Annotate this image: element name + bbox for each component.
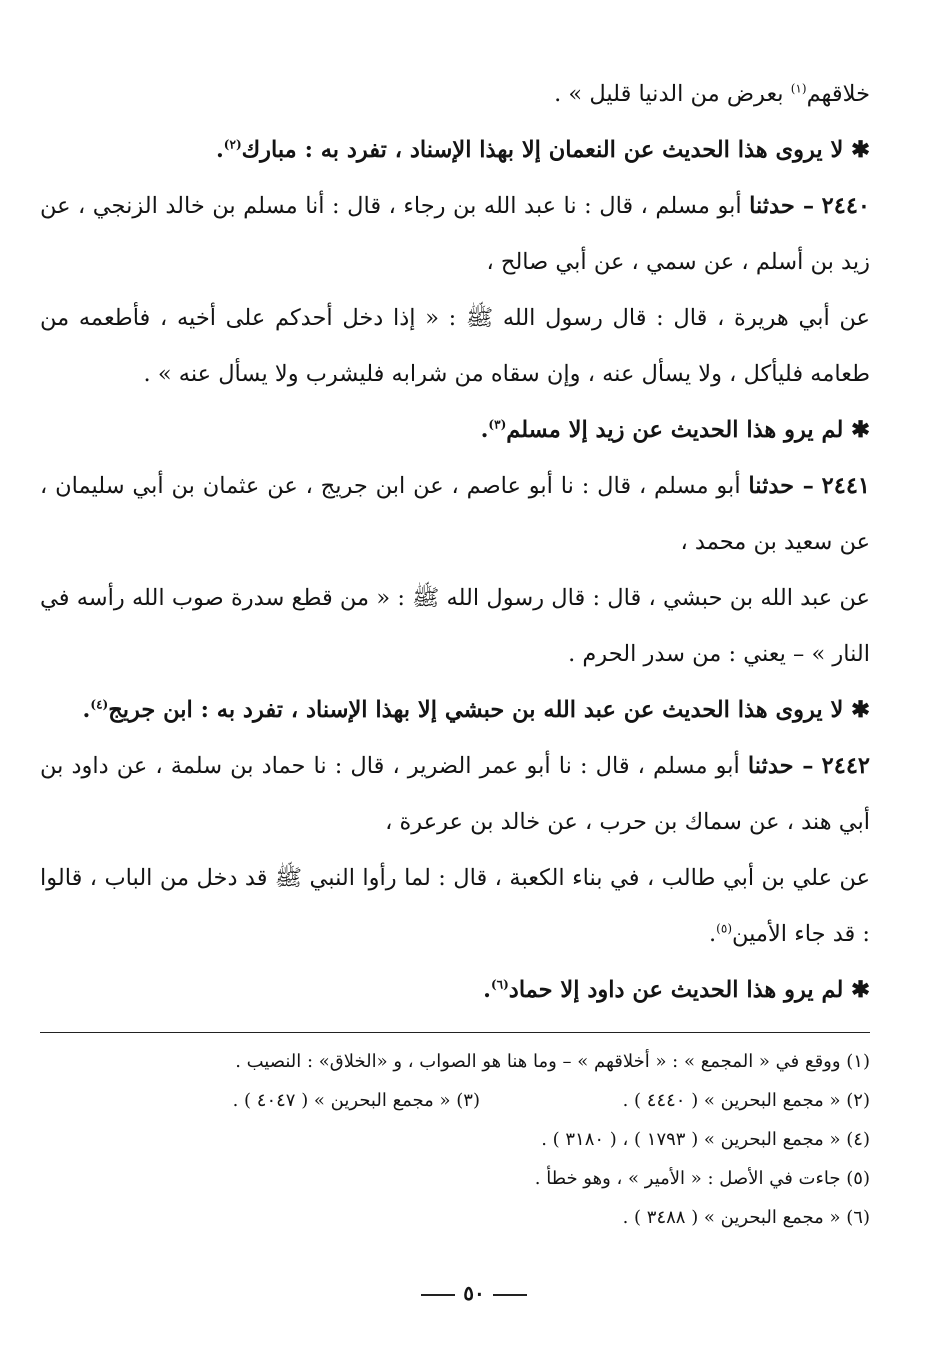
page-number-value: ٥٠ bbox=[463, 1281, 485, 1305]
footnote-row-2-3 bbox=[40, 1081, 870, 1120]
hadith-2441-matn bbox=[40, 570, 870, 682]
footnote-ref-4[interactable]: (٤) bbox=[90, 697, 109, 712]
hadith-2441-isnad bbox=[40, 458, 870, 570]
footnote-2: (٢) « مجمع البحرين » ( ٤٤٤٠ ) . bbox=[622, 1090, 870, 1111]
footnotes bbox=[40, 1042, 870, 1237]
remark-text: ✱ لم يرو هذا الحديث عن زيد إلا مسلم bbox=[506, 417, 870, 443]
hadith-lead: – حدثنا bbox=[749, 193, 815, 219]
continuation-line bbox=[40, 66, 870, 122]
isnad-text: أبو مسلم ، قال : نا أبو عاصم ، عن ابن جريج ، عن عثمان بن أبي سليمان ، عن سعيد بن محمد ، bbox=[40, 473, 870, 555]
page-number bbox=[0, 1281, 948, 1305]
footnote-ref-5[interactable]: (٥) bbox=[716, 921, 732, 936]
footnote-5: (٥) جاءت في الأصل : « الأمير » ، وهو خطأ . bbox=[534, 1168, 870, 1189]
remark-2442: ✱ لم يرو هذا الحديث عن داود إلا حماد$^{(٦)}$. bbox=[483, 977, 870, 1003]
matn-text: عن أبي هريرة ، قال : قال رسول الله ﷺ : « إذا دخل أحدكم على أخيه ، فأطعمه من طعامه فليأكل ، ولا يسأل عنه ، وإن سقاه من شرابه فليشرب ولا يسأل عنه » . bbox=[40, 305, 870, 387]
remark-2441: ✱ لا يروى هذا الحديث عن عبد الله بن حبشي إلا بهذا الإسناد ، تفرد به : ابن جريج$^{(٤)}$. bbox=[82, 697, 870, 723]
footnote-4: (٤) « مجمع البحرين » ( ١٧٩٣ ) ، ( ٣١٨٠ ) . bbox=[541, 1129, 870, 1150]
page-number-dash-right bbox=[421, 1294, 455, 1296]
footnote-ref-1[interactable]: (١) bbox=[790, 81, 807, 96]
continuation-text: خلاقهم bbox=[806, 81, 870, 107]
remark-text: ✱ لا يروى هذا الحديث عن النعمان إلا بهذا الإسناد ، تفرد به : مبارك bbox=[241, 137, 870, 163]
isnad-text: أبو مسلم ، قال : نا عبد الله بن رجاء ، قال : أنا مسلم بن خالد الزنجي ، عن زيد بن أسلم ، عن سمي ، عن أبي صالح ، bbox=[40, 193, 870, 275]
remark-text: ✱ لم يرو هذا الحديث عن داود إلا حماد bbox=[508, 977, 870, 1003]
hadith-number: ٢٤٤٢ bbox=[821, 753, 870, 779]
isnad-text: أبو مسلم ، قال : نا أبو عمر الضرير ، قال : نا حماد بن سلمة ، عن داود بن أبي هند ، عن سماك بن حرب ، عن خالد بن عرعرة ، bbox=[40, 753, 870, 835]
page-body bbox=[40, 66, 870, 1018]
hadith-number: ٢٤٤١ bbox=[821, 473, 871, 499]
footnote-ref-2[interactable]: (٢) bbox=[223, 137, 242, 152]
matn-text: عن عبد الله بن حبشي ، قال : قال رسول الله ﷺ : « من قطع سدرة صوب الله رأسه في النار » – يعني : من سدر الحرم . bbox=[40, 585, 870, 667]
footnote-ref-6[interactable]: (٦) bbox=[490, 977, 509, 992]
footnote-3: (٣) « مجمع البحرين » ( ٤٠٤٧ ) . bbox=[232, 1090, 480, 1111]
hadith-number: ٢٤٤٠ bbox=[821, 193, 871, 219]
footnote-6: (٦) « مجمع البحرين » ( ٣٤٨٨ ) . bbox=[622, 1207, 870, 1228]
hadith-2442-isnad bbox=[40, 738, 870, 850]
hadith-2440-matn bbox=[40, 290, 870, 402]
footnote-ref-3[interactable]: (٣) bbox=[488, 417, 507, 432]
footnote-divider bbox=[40, 1032, 870, 1033]
remark-text: ✱ لا يروى هذا الحديث عن عبد الله بن حبشي إلا بهذا الإسناد ، تفرد به : ابن جريج bbox=[108, 697, 870, 723]
footnote-1: (١) ووقع في « المجمع » : « أخلاقهم » – وما هنا هو الصواب ، و «الخلاق» : النصيب . bbox=[235, 1051, 870, 1072]
matn-text: عن علي بن أبي طالب ، في بناء الكعبة ، قال : لما رأوا النبي ﷺ قد دخل من الباب ، قالوا : قد جاء الأمين bbox=[40, 865, 870, 947]
remark-2440: ✱ لم يرو هذا الحديث عن زيد إلا مسلم$^{(٣)}$. bbox=[480, 417, 870, 443]
hadith-2440-isnad bbox=[40, 178, 870, 290]
hadith-2442-matn: عن علي بن أبي طالب ، في بناء الكعبة ، قال : لما رأوا النبي ﷺ قد دخل من الباب ، قالوا : قد جاء الأمين$^{(٥)}$. bbox=[40, 865, 870, 947]
continuation-rest: بعرض من الدنيا قليل » . bbox=[554, 81, 784, 107]
remark-2439: ✱ لا يروى هذا الحديث عن النعمان إلا بهذا الإسناد ، تفرد به : مبارك$^{(٢)}$. bbox=[215, 137, 870, 163]
hadith-lead: – حدثنا bbox=[748, 473, 814, 499]
page-number-dash-left bbox=[493, 1294, 527, 1296]
hadith-lead: – حدثنا bbox=[747, 753, 814, 779]
